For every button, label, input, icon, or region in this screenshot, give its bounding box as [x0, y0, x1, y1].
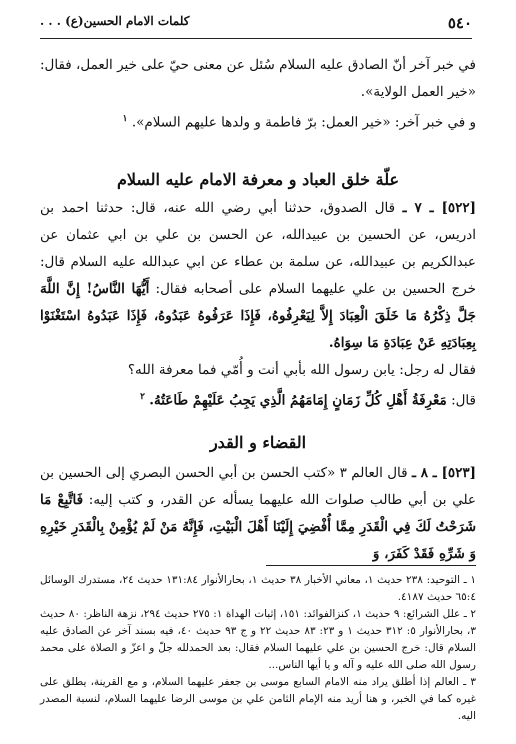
- paragraph: فقال له رجل: يابن رسول الله بأبي أنت و أُمّي فما معرفة الله؟: [127, 362, 476, 378]
- section-title: القضاء و القدر: [209, 433, 307, 452]
- paragraph: [٥٢٢] ـ ٧ ـ قال الصدوق، حدثنا أبي رضي الله عنه، قال: حدثنا احمد بن ادريس، عن الحسين بن عبيدالله، عن الحسن بن علي بن ابي عثمان عن عبدالكريم بن عبيدالله، عن سلمة بن عطاء عن ابي عبدالله عليه السلام قال: خرج الحسين بن علي عليهما السلام على أصحابه فقال: أَيُّهَا النَّاسُ! إِنَّ اللَّهَ جَلَّ ذِكْرُهُ مَا خَلَقَ الْعِبَادَ إِلاَّ لِيَعْرِفُوهُ، فَإِذَا عَرَفُوهُ عَبَدُوهُ، فَإِذَا عَبَدُوهُ اسْتَغْنَوْا بِعِبَادَتِهِ عَنْ عِبَادَةِ مَا سِوَاهُ.: [40, 200, 477, 351]
- paragraph: [٥٢٣] ـ ٨ ـ قال العالم ٣ «كتب الحسن بن أبي الحسن البصري إلى الحسين بن علي بن أبي طالب صلوات الله عليهما يسأله عن القدر، و كتب إليه: فَاتَّبِعْ مَا شَرَحْتُ لَكَ فِي الْقَدَرِ مِمَّا أُفْضِيَ إِلَيْنَا أَهْلَ الْبَيْتِ، فَإِنَّهُ مَنْ لَمْ يُؤْمِنْ بِالْقَدَرِ خَيْرِهِ وَ شَرِّهِ فَقَدْ كَفَرَ، وَ: [40, 465, 477, 562]
- hadith-quote: مَعْرِفَةُ أَهْلِ كُلِّ زَمَانٍ إِمَامَهُمُ الَّذِي يَجِبُ عَلَيْهِمْ طَاعَتُهُ.: [149, 392, 447, 409]
- footnote-marker: ١: [122, 114, 128, 124]
- hadith-quote: أَيُّهَا النَّاسُ! إِنَّ اللَّهَ جَلَّ ذِكْرُهُ مَا خَلَقَ الْعِبَادَ إِلاَّ لِيَعْرِفُوهُ، فَإِذَا عَرَفُوهُ عَبَدُوهُ، فَإِذَا عَبَدُوهُ اسْتَغْنَوْا بِعِبَادَتِهِ عَنْ عِبَادَةِ مَا سِوَاهُ.: [40, 281, 476, 351]
- paragraph: قال: مَعْرِفَةُ أَهْلِ كُلِّ زَمَانٍ إِمَامَهُمُ الَّذِي يَجِبُ عَلَيْهِمْ طَاعَتُهُ. $^٢$: [140, 392, 476, 409]
- header-divider: [40, 38, 472, 39]
- footnote: ١ ـ التوحيد: ٢٣٨ حديث ١، معاني الأخبار ٣٨ حديث ١، بحارالأنوار ١٣١:٨٤ حديث ٢٤، مستدرك الوسائل ٦٥:٤ حديث ٤١٨٧.: [40, 574, 476, 603]
- footnote-divider: [266, 565, 476, 566]
- hadith-number: [٥٢٢] ـ ٧ ـ: [402, 200, 476, 216]
- paragraph: و في خبر آخر: «خير العمل: برّ فاطمة و ولدها عليهم السلام». $^١$: [122, 114, 476, 131]
- section-1-body: [40, 195, 476, 415]
- footnote: ٢ ـ علل الشرائع: ٩ حديث ١، كنزالفوائد: ١٥١، إثبات الهداة ١: ٢٧٥ حديث ٢٩٤، نزهة الناظر: ٨٠ حديث ٣، بحارالأنوار ٥: ٣١٢ حديث ١ و ٢٣: ٨٣ حديث ٢٢ و ج ٩٣ حديث ٤٠، فيه بسند آخر عن الصادق عليه السلام قال: خرج الحسين بن علي عليهما السلام فقال: بعد الحمدلله جلّ و اعزّ و الصلاة على محمد رسول الله صلى الله عليه و آله و يا أيها الناس...: [40, 608, 476, 671]
- section-title: علّة خلق العباد و معرفة الامام عليه السلام: [116, 170, 400, 189]
- top-section: [40, 52, 476, 137]
- section-heading-1: [40, 170, 476, 189]
- section-heading-2: [40, 433, 476, 452]
- footnote: ٣ ـ العالم إذا أطلق يراد منه الامام السابع موسى بن جعفر عليهما السلام، و مع القرينة، يطلق على غيره كما في الخبر، و هنا أريد منه الإمام الثامن علي بن موسى الرضا عليهما السلام، لنسبة المصدر اليه.: [40, 676, 476, 722]
- paragraph: في خبر آخر أنّ الصادق عليه السلام سُئل عن معنى حيّ على خير العمل، فقال: «خير العمل الولاية».: [40, 57, 476, 100]
- running-title: كلمات الامام الحسين(ع) . . .: [40, 14, 190, 28]
- hadith-quote: فَاتَّبِعْ مَا شَرَحْتُ لَكَ فِي الْقَدَرِ مِمَّا أُفْضِيَ إِلَيْنَا أَهْلَ الْبَيْتِ، فَإِنَّهُ مَنْ لَمْ يُؤْمِنْ بِالْقَدَرِ خَيْرِهِ وَ شَرِّهِ فَقَدْ كَفَرَ، وَ: [40, 492, 476, 562]
- hadith-number: [٥٢٣] ـ ٨ ـ: [411, 465, 477, 481]
- page-number: ٥٤٠: [447, 14, 472, 32]
- footnote-marker: ٢: [140, 392, 145, 402]
- section-2-body: [40, 460, 476, 568]
- page-header: [40, 14, 472, 40]
- footnotes: [40, 572, 476, 725]
